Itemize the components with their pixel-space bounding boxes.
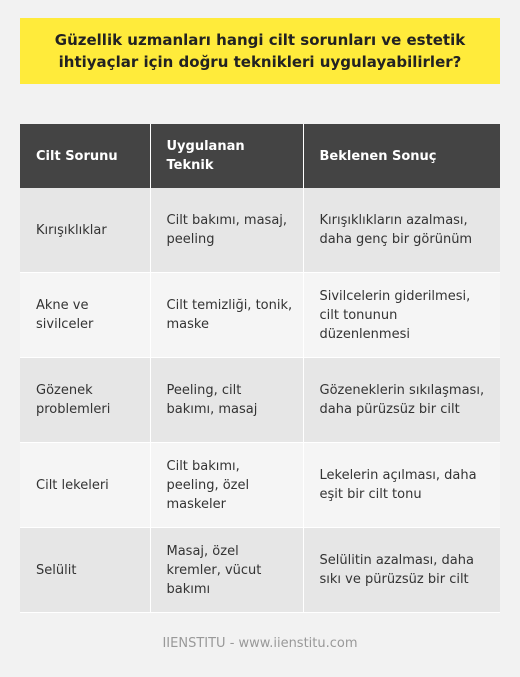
column-header-technique: Uygulanan Teknik [150, 124, 303, 188]
cell-expected-result: Selülitin azalması, daha sıkı ve pürüzsüz bir cilt [303, 528, 500, 613]
table-row [20, 443, 500, 528]
table-row [20, 273, 500, 358]
cell-skin-issue: Akne ve sivilceler [20, 273, 150, 358]
cell-technique: Cilt bakımı, peeling, özel maskeler [150, 443, 303, 528]
column-header-skin-issue: Cilt Sorunu [20, 124, 150, 188]
title-banner [20, 18, 500, 84]
table-row [20, 358, 500, 443]
page-title: Güzellik uzmanları hangi cilt sorunları ve estetik ihtiyaçlar için doğru teknikleri uygulayabilirler? [54, 31, 466, 71]
cell-technique: Peeling, cilt bakımı, masaj [150, 358, 303, 443]
cell-technique: Masaj, özel kremler, vücut bakımı [150, 528, 303, 613]
cell-expected-result: Kırışıklıkların azalması, daha genç bir görünüm [303, 188, 500, 273]
cell-expected-result: Gözeneklerin sıkılaşması, daha pürüzsüz bir cilt [303, 358, 500, 443]
cell-skin-issue: Selülit [20, 528, 150, 613]
cell-expected-result: Lekelerin açılması, daha eşit bir cilt tonu [303, 443, 500, 528]
cell-technique: Cilt temizliği, tonik, maske [150, 273, 303, 358]
column-header-expected-result: Beklenen Sonuç [303, 124, 500, 188]
table-row [20, 188, 500, 273]
footer-credit: IIENSTITU - www.iienstitu.com [162, 636, 358, 651]
cell-expected-result: Sivilcelerin giderilmesi, cilt tonunun düzenlenmesi [303, 273, 500, 358]
data-table [20, 124, 500, 613]
cell-technique: Cilt bakımı, masaj, peeling [150, 188, 303, 273]
table-header-row [20, 124, 500, 188]
cell-skin-issue: Gözenek problemleri [20, 358, 150, 443]
cell-skin-issue: Kırışıklıklar [20, 188, 150, 273]
cell-skin-issue: Cilt lekeleri [20, 443, 150, 528]
table-row [20, 528, 500, 613]
